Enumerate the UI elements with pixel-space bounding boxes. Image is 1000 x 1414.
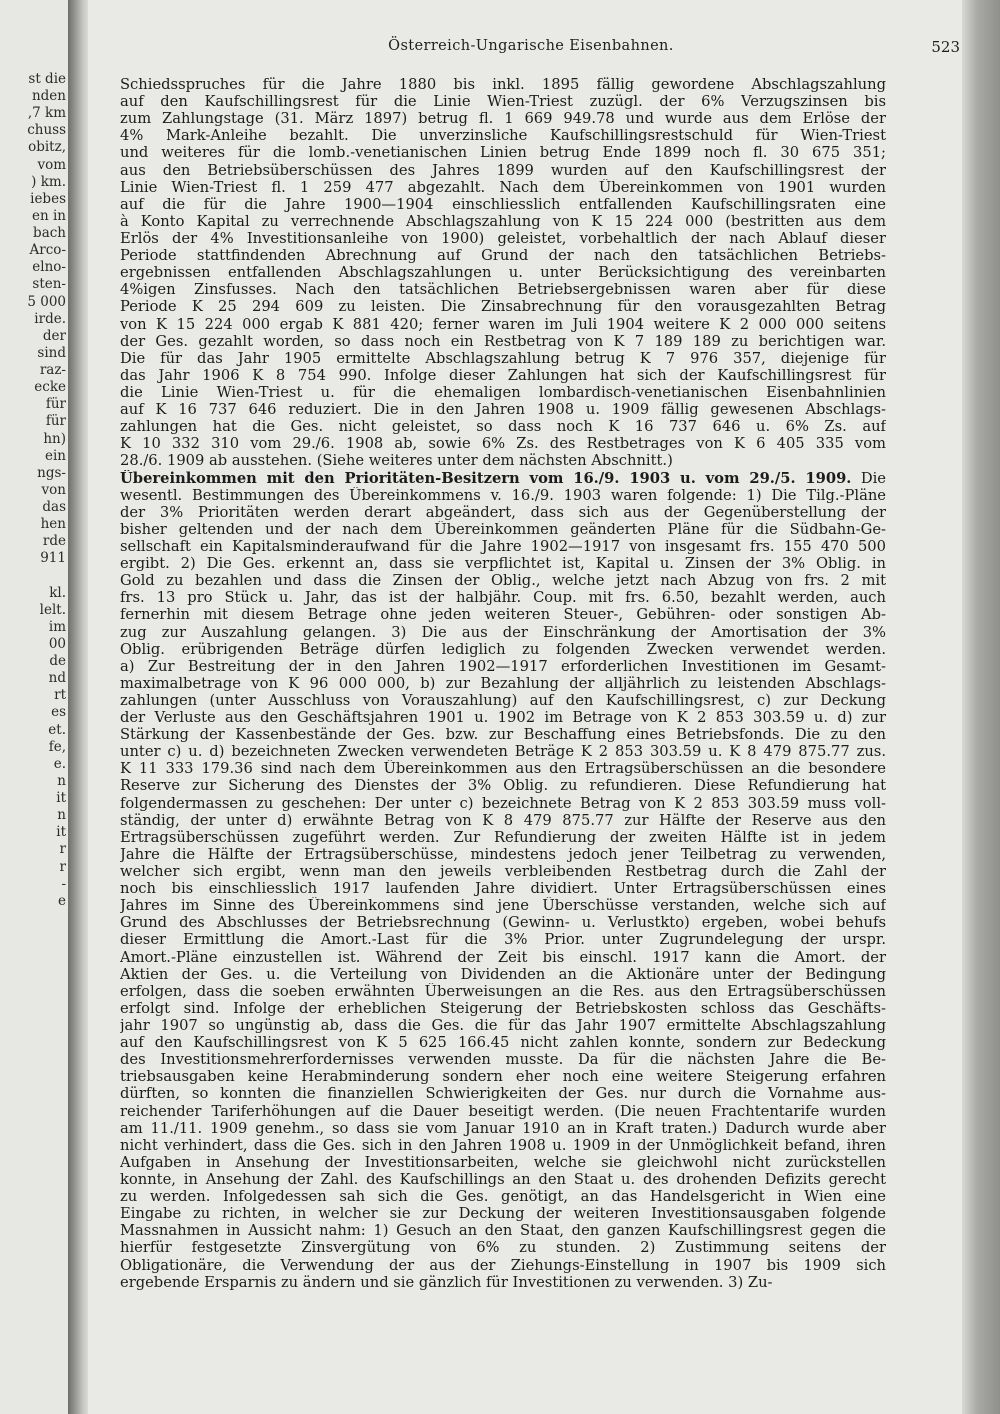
text-line: maximalbetrage von K 96 000 000, b) zur Bezahlung der alljährlich zu leistenden Abschlags- [120, 674, 886, 692]
margin-fragment: 5 000 [27, 293, 66, 310]
text-line: welcher sich ergibt, wenn man den jeweils verbleibenden Restbetrag durch die Zahl der [120, 863, 886, 881]
margin-fragment: irde. [34, 310, 66, 327]
text-line: Aufgaben in Ansehung der Investitionsarbeiten, welche sie gleichwohl nicht zurückstellen [120, 1153, 886, 1171]
text-line: auf den Kaufschillingsrest von K 5 625 166.45 nicht zahlen konnte, sondern zur Bedeckung [120, 1034, 886, 1052]
margin-fragment: e [58, 892, 66, 909]
text-line: unter c) u. d) bezeichneten Zwecken verwendeten Beträge K 2 853 303.59 u. K 8 479 875.77 zus. [120, 743, 886, 761]
paragraph-uebereinkommen [120, 487, 886, 1291]
text-line: Aktien der Ges. u. die Verteilung von Dividenden an die Aktionäre unter der Bedingung [120, 965, 886, 983]
text-line: zahlungen (unter Ausschluss von Vorauszahlung) auf den Kaufschillingsrest, c) zur Deckung [120, 691, 886, 709]
text-line: fernerhin mit diesem Betrage ohne jeden weiteren Steuer-, Gebühren- oder sonstigen Ab- [120, 606, 886, 624]
margin-fragment: r [59, 841, 66, 858]
text-line: ständig, der unter d) erwähnte Betrag von K 8 479 875.77 zur Hälfte der Reserve aus den [120, 811, 886, 829]
text-line: Eingabe zu richten, in welcher sie zur Deckung der weiteren Investitionsausgaben folgende [120, 1205, 886, 1223]
text-line: 28./6. 1909 ab ausstehen. (Siehe weiteres unter dem nächsten Abschnitt.) [120, 452, 673, 470]
text-line: bisher geltenden und der nach dem Übereinkommen geänderten Pläne für die Südbahn-Ge- [120, 520, 886, 538]
margin-fragment: der [42, 327, 66, 344]
margin-fragment: rde [42, 533, 66, 550]
text-line: a) Zur Bestreitung der in den Jahren 1902—1917 erforderlichen Investitionen im Gesamt- [120, 657, 886, 675]
margin-fragment: elno- [32, 259, 66, 276]
margin-fragment: nden [31, 88, 66, 105]
section-heading-tail: Die [860, 469, 886, 487]
margin-fragment: sind [37, 344, 66, 361]
text-line: dürften, so konnten die finanziellen Schwierigkeiten der Ges. nur durch die Vornahme aus- [120, 1085, 886, 1103]
margin-fragment: fe, [48, 738, 66, 755]
margin-fragment: it [56, 790, 66, 807]
margin-fragment: obitz, [28, 139, 66, 156]
page-edge [962, 0, 1000, 1414]
text-line: Periode K 25 294 609 zu leisten. Die Zinsabrechnung für den vorausgezahlten Betrag [120, 298, 886, 316]
margin-fragment: für [45, 396, 66, 413]
text-line: erfolgt sind. Infolge der erheblichen Steigerung der Betriebskosten schloss das Geschäfts- [120, 999, 886, 1017]
margin-fragment: sten- [32, 276, 66, 293]
text-line: Die für das Jahr 1905 ermittelte Abschlagszahlung betrug K 7 976 357, diejenige für [120, 349, 886, 367]
margin-fragment: chuss [27, 122, 66, 139]
text-line: Jahres im Sinne des Übereinkommens sind jene Überschüsse verstanden, welche sich auf [120, 897, 886, 915]
text-line: ergebende Ersparnis zu ändern und sie gänzlich für Investitionen zu verwenden. 3) Zu- [120, 1273, 773, 1291]
text-line: hierfür festgesetzte Zinsvergütung von 6% zu stunden. 2) Zustimmung seitens der [120, 1239, 886, 1257]
margin-fragment: für [45, 413, 66, 430]
margin-fragment: rt [54, 687, 66, 704]
section-heading: Übereinkommen mit den Prioritäten-Besitzern vom 16./9. 1903 u. vom 29./5. 1909. [120, 469, 852, 487]
text-line: von K 15 224 000 ergab K 881 420; ferner waren im Juli 1904 weitere K 2 000 000 seitens [120, 315, 886, 333]
text-line: aus den Betriebsüberschüssen des Jahres 1899 wurden auf den Kaufschillingsrest der [120, 161, 886, 179]
text-line: konnte, in Ansehung der Zahl. des Kaufschillings an den Staat u. des drohenden Defizits gerecht [120, 1171, 886, 1188]
text-line: der 3% Prioritäten werden derart abgeändert, dass sich aus der Gegenüberstellung der [120, 503, 886, 521]
text-line: Reserve zur Sicherung des Dienstes der 3% Oblig. zu refundieren. Diese Refundierung hat [120, 777, 886, 795]
text-line: reichender Tariferhöhungen auf die Dauer beseitigt werden. (Die neuen Frachtentarife wurden [120, 1102, 886, 1120]
text-line: jahr 1907 so ungünstig ab, dass die Ges. die für das Jahr 1907 ermittelte Abschlagszahlung [120, 1017, 886, 1035]
margin-fragment: st die [28, 71, 66, 87]
text-line: Periode stattfindenden Abrechnung auf Grund der nach den tatsächlichen Betriebs- [120, 247, 886, 265]
margin-fragment: ) km. [31, 173, 66, 190]
margin-fragment: bach [33, 225, 66, 242]
text-line: Gold zu bezahlen und dass die Zinsen der Oblig., welche jetzt nach Abzug von frs. 2 mit [120, 572, 886, 590]
text-line: noch bis einschliesslich 1917 laufenden Jahre dividiert. Unter Ertragsüberschüssen eines [120, 880, 886, 898]
text-line: zum Zahlungstage (31. März 1897) betrug fl. 1 669 949.78 und wurde aus dem Erlöse der [120, 110, 886, 128]
margin-fragment: ngs- [37, 464, 66, 481]
margin-fragment: im [48, 618, 66, 635]
margin-fragment: von [41, 481, 66, 498]
text-line: dieser Ermittlung die Amort.-Last für die 3% Prior. unter Zugrundelegung der urspr. [120, 931, 886, 949]
margin-fragment: iebes [30, 190, 66, 207]
text-line: à Konto Kapital zu verrechnende Abschlagszahlung von K 15 224 000 (bestritten aus dem [120, 212, 886, 230]
text-line: des Investitionsmehrerfordernisses verwenden musste. Da für die nächsten Jahre die Be- [120, 1051, 886, 1069]
text-line: Amort.-Pläne einzustellen ist. Während der Zeit bis einschl. 1917 kann die Amort. der [120, 948, 886, 966]
margin-fragment: n [57, 772, 66, 789]
text-line: wesentl. Bestimmungen des Übereinkommens v. 16./9. 1903 waren folgende: 1) Die Tilg.-Pläne [120, 486, 886, 504]
text-line: Oblig. erübrigenden Beträge dürfen lediglich zu folgenden Zwecken verwendet werden. [120, 640, 886, 658]
margin-fragment: Arco- [29, 242, 66, 259]
text-line: folgendermassen zu geschehen: Der unter c) bezeichnete Betrag von K 2 853 303.59 muss voll- [120, 794, 886, 812]
text-line: Linie Wien-Triest fl. 1 259 477 abgezahlt. Nach dem Übereinkommen von 1901 wurden [120, 178, 886, 196]
text-line: frs. 13 pro Stück u. Jahr, das ist der halbjähr. Coup. mit frs. 6.50, bezahlt werden, auch [120, 589, 886, 607]
text-line: 4%igen Zinsfusses. Nach den tatsächlichen Betriebsergebnissen waren aber für diese [120, 281, 886, 299]
text-line: ergebnissen entfallenden Abschlagszahlungen u. unter Berücksichtigung des vereinbarten [120, 264, 886, 282]
text-line: Obligationäre, die Verwendung der aus der Ziehungs-Einstellung in 1907 bis 1909 sich [120, 1256, 886, 1274]
text-line: erfolgen, dass die soeben erwähnten Überweisungen an die Res. aus den Ertragsüberschüssen [120, 982, 886, 1000]
text-line: Erlös der 4% Investitionsanleihe von 1900) geleistet, vorbehaltlich der nach Ablauf dieser [120, 229, 886, 247]
text-line: und weiteres für die lomb.-venetianischen Linien betrug Ende 1899 noch fl. 30 675 351; [120, 144, 886, 162]
margin-fragment: raz- [39, 362, 66, 379]
text-line: K 11 333 179.36 sind nach dem Übereinkommen aus den Ertragsüberschüssen an die besondere [120, 760, 886, 778]
previous-page-margin [0, 0, 72, 1414]
book-gutter [68, 0, 90, 1414]
margin-fragment: et. [48, 721, 66, 738]
text-line: auf K 16 737 646 reduziert. Die in den Jahren 1908 u. 1909 fällig gewesenen Abschlags- [120, 401, 886, 419]
text-line: zahlungen hat die Ges. nicht geleistet, so dass noch K 16 737 646 u. 6% Zs. auf [120, 418, 886, 436]
text-line: auf den Kaufschillingsrest für die Linie Wien-Triest zuzügl. der 6% Verzugszinsen bis [120, 93, 886, 111]
text-line: der Verluste aus den Geschäftsjahren 1901 u. 1902 im Betrage von K 2 853 303.59 u. d) zur [120, 709, 886, 727]
text-line: nicht verhindert, dass die Ges. sich in den Jahren 1908 u. 1909 in der Unmöglichkeit befand, ihren [120, 1136, 886, 1154]
text-line: am 11./11. 1909 genehm., so dass sie vom Januar 1910 an in Kraft traten.) Dadurch wurde aber [120, 1119, 886, 1137]
body-text [120, 76, 886, 1291]
text-line: zug zur Auszahlung gelangen. 3) Die aus der Einschränkung der Amortisation der 3% [120, 623, 886, 641]
margin-fragment: en in [32, 207, 66, 224]
text-line: das Jahr 1906 K 8 754 990. Infolge dieser Zahlungen hat sich der Kaufschillingsrest für [120, 366, 886, 384]
margin-fragment: - [61, 875, 66, 892]
text-line: Massnahmen in Aussicht nahm: 1) Gesuch an den Staat, den ganzen Kaufschillingsrest gegen die [120, 1222, 886, 1240]
margin-fragment: 00 [48, 635, 66, 652]
text-line: Schiedsspruches für die Jahre 1880 bis inkl. 1895 fällig gewordene Abschlagszahlung [120, 76, 886, 93]
text-line: sellschaft ein Kapitalsminderaufwand für die Jahre 1902—1917 von insgesamt frs. 155 470 500 [120, 537, 886, 555]
page-header [88, 38, 974, 58]
margin-fragment: r [59, 858, 66, 875]
running-title: Österreich-Ungarische Eisenbahnen. [388, 38, 674, 54]
margin-fragment: n [57, 807, 66, 824]
document-page [88, 0, 974, 1414]
margin-fragment: e. [53, 755, 66, 772]
page-number: 523 [931, 38, 960, 56]
margin-fragment: de [49, 653, 66, 670]
margin-fragment: ,7 km [27, 105, 66, 122]
margin-fragment: ecke [34, 379, 66, 396]
paragraph-kaufschillingsrest [120, 76, 886, 470]
text-line: zu werden. Infolgedessen sah sich die Ges. genötigt, an das Handelsgericht in Wien eine [120, 1188, 886, 1206]
margin-fragment: hn) [43, 430, 66, 447]
margin-fragment: lelt. [39, 601, 66, 618]
section-heading-line [120, 470, 886, 487]
margin-fragment: 911 [40, 550, 66, 567]
text-line: Stärkung der Kassenbestände der Ges. bzw. zur Beschaffung eines Betriebsfonds. Die zu den [120, 726, 886, 744]
text-line: K 10 332 310 vom 29./6. 1908 ab, sowie 6% Zs. des Restbetrages von K 6 405 335 vom [120, 435, 886, 453]
margin-fragment: hen [40, 516, 66, 533]
margin-fragment: vom [37, 156, 66, 173]
margin-fragment: es [51, 704, 66, 721]
text-line: die Linie Wien-Triest u. für die ehemaligen lombardisch-venetianischen Eisenbahnlinien [120, 383, 886, 401]
text-line: 4% Mark-Anleihe bezahlt. Die unverzinsliche Kaufschillingsrestschuld für Wien-Triest [120, 127, 886, 145]
text-line: Ertragsüberschüssen zugeführt werden. Zur Refundierung der zweiten Hälfte ist in jedem [120, 828, 886, 846]
margin-fragment: kl. [49, 584, 66, 601]
margin-fragment: nd [48, 670, 66, 687]
text-line: der Ges. gezahlt worden, so dass noch ein Restbetrag von K 7 189 189 zu berichtigen war. [120, 332, 886, 350]
text-line: Jahre die Hälfte der Ertragsüberschüsse, mindestens jedoch jener Teilbetrag zu verwenden, [120, 845, 886, 863]
text-line: ergibt. 2) Die Ges. erkennt an, dass sie verpflichtet ist, Kapital u. Zinsen der 3% Oblig. in [120, 555, 886, 573]
text-line: Grund des Abschlusses der Betriebsrechnung (Gewinn- u. Verlustkto) ergeben, wobei behufs [120, 914, 886, 932]
text-line: triebsausgaben keine Herabminderung sondern eher noch eine weitere Steigerung erfahren [120, 1068, 886, 1086]
margin-fragment: ein [44, 447, 66, 464]
margin-fragment: it [56, 824, 66, 841]
text-line: auf die für die Jahre 1900—1904 einschliesslich entfallenden Kaufschillingsraten eine [120, 195, 886, 213]
margin-fragment: das [42, 499, 66, 515]
